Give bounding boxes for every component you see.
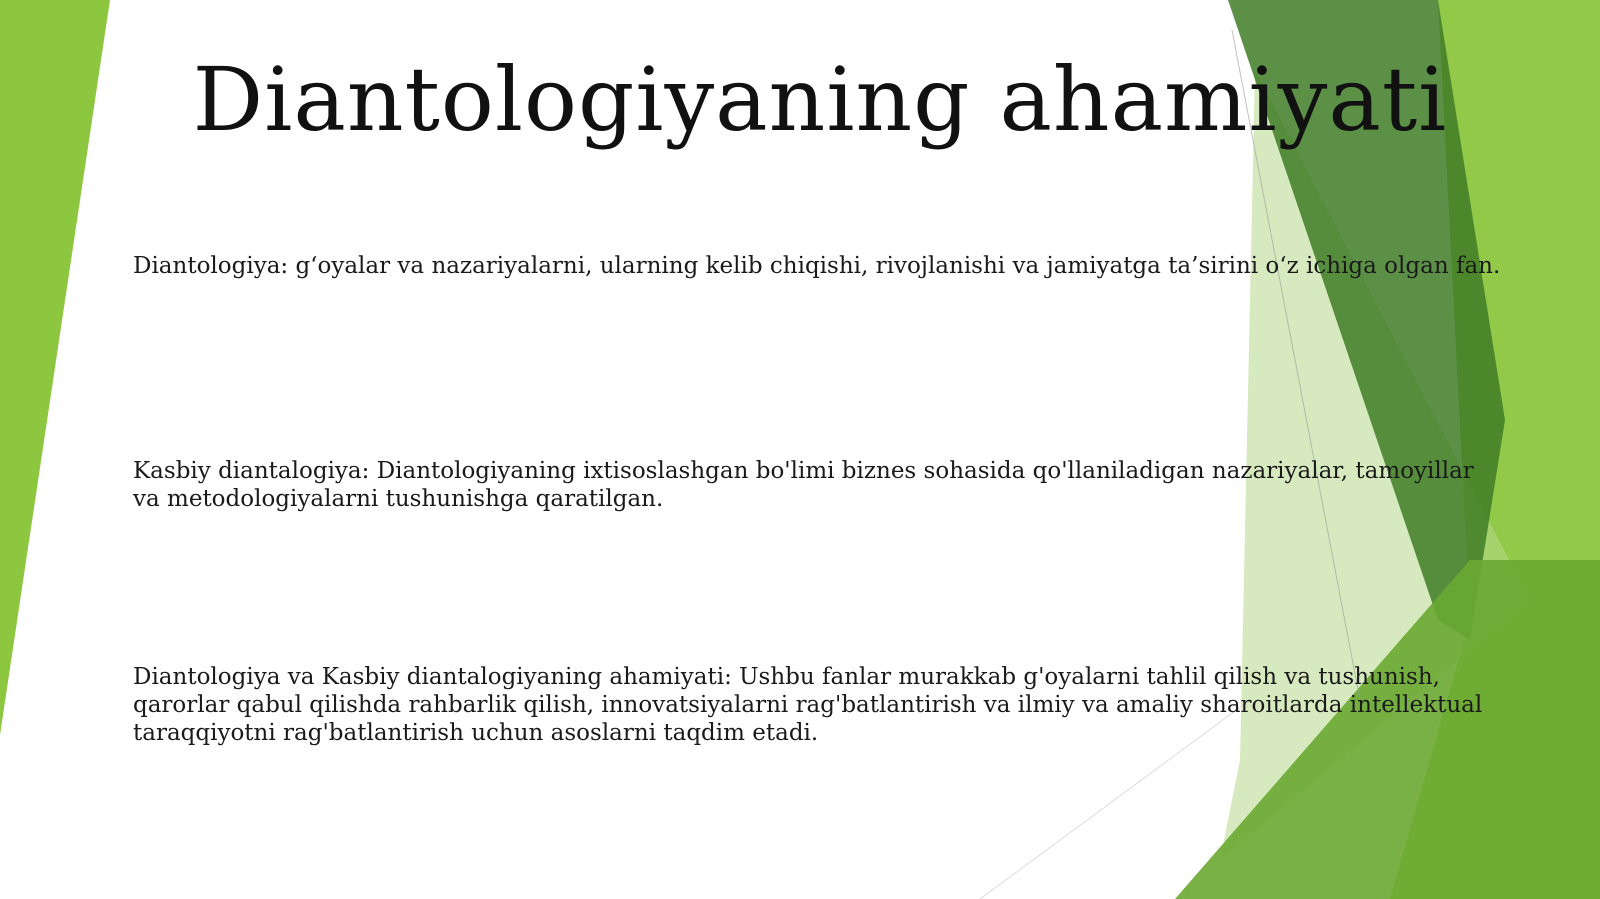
- paragraph-professional: Kasbiy diantalogiya: Diantologiyaning ixtisoslashgan bo'limi biznes sohasida qo'llaniladigan nazariyalar, tamoyillar va metodologiyalarni tushunishga qaratilgan.: [133, 458, 1474, 512]
- paragraph-definition: Diantologiya: g‘oyalar va nazariyalarni, ularning kelib chiqishi, rivojlanishi va jamiyatga ta’sirini o‘z ichiga olgan fan.: [133, 253, 1501, 279]
- left-green-wedge: [0, 0, 110, 735]
- paragraph-importance: Diantologiya va Kasbiy diantalogiyaning ahamiyati: Ushbu fanlar murakkab g'oyalarni tahlil qilish va tushunish, qarorlar qabul qilishda rahbarlik qilish, innovatsiyalarni rag'batlantirish va ilmiy va amaliy sharoitlarda intellektual taraqqiyotni rag'batlantirish uchun asoslarni taqdim etadi.: [133, 664, 1483, 746]
- slide-title: Diantologiyaning ahamiyati: [192, 48, 1448, 151]
